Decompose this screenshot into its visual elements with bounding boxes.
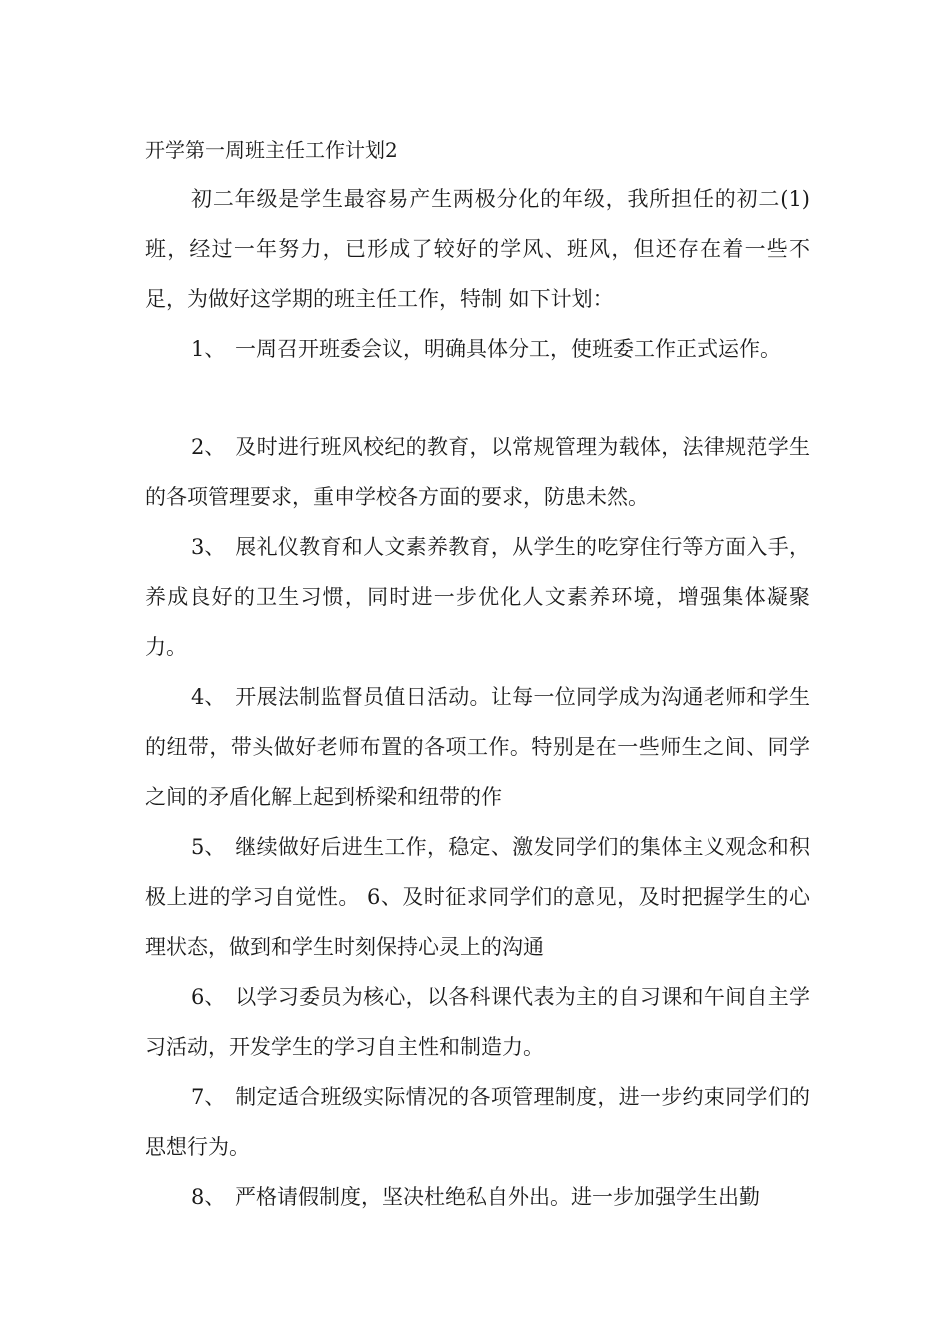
item-text: 以学习委员为核心，以各科课代表为主的自习课和午间自主学习活动，开发学生的学习自主性和制造力。 — [145, 985, 810, 1059]
item-text: 展礼仪教育和人文素养教育，从学生的吃穿住行等方面入手，养成良好的卫生习惯，同时进一步优化人文素养环境，增强集体凝聚力。 — [145, 535, 810, 659]
item-text: 制定适合班级实际情况的各项管理制度，进一步约束同学们的思想行为。 — [145, 1085, 810, 1159]
list-item — [145, 972, 810, 1072]
item-text: 一周召开班委会议，明确具体分工，使班委工作正式运作。 — [235, 337, 781, 361]
item-number: 6、 — [191, 985, 226, 1009]
item-number: 2、 — [191, 435, 226, 459]
item-text: 及时进行班风校纪的教育，以常规管理为载体，法律规范学生的各项管理要求，重申学校各方面的要求，防患未然。 — [145, 435, 810, 509]
list-item — [145, 324, 810, 374]
item-text: 继续做好后进生工作，稳定、激发同学们的集体主义观念和积极上进的学习自觉性。 6、及时征求同学们的意见，及时把握学生的心理状态，做到和学生时刻保持心灵上的沟通 — [145, 835, 810, 959]
list-item — [145, 1172, 810, 1222]
item-number: 5、 — [191, 835, 226, 859]
item-number: 4、 — [191, 685, 226, 709]
list-item — [145, 672, 810, 822]
blank-spacer — [145, 374, 810, 422]
item-number: 1、 — [191, 337, 226, 361]
document-page — [145, 130, 810, 1222]
item-number: 7、 — [191, 1085, 226, 1109]
item-text: 严格请假制度，坚决杜绝私自外出。进一步加强学生出勤 — [235, 1185, 760, 1209]
item-number: 8、 — [191, 1185, 226, 1209]
list-item — [145, 522, 810, 672]
item-text: 开展法制监督员值日活动。让每一位同学成为沟通老师和学生的纽带，带头做好老师布置的各项工作。特别是在一些师生之间、同学之间的矛盾化解上起到桥梁和纽带的作 — [145, 685, 810, 809]
list-item — [145, 822, 810, 972]
item-number: 3、 — [191, 535, 226, 559]
list-item — [145, 1072, 810, 1172]
document-title: 开学第一周班主任工作计划2 — [145, 138, 398, 162]
list-item — [145, 422, 810, 522]
intro-paragraph: 初二年级是学生最容易产生两极分化的年级，我所担任的初二(1)班，经过一年努力，已形成了较好的学风、班风，但还存在着一些不足，为做好这学期的班主任工作，特制 如下计划： — [145, 187, 810, 311]
